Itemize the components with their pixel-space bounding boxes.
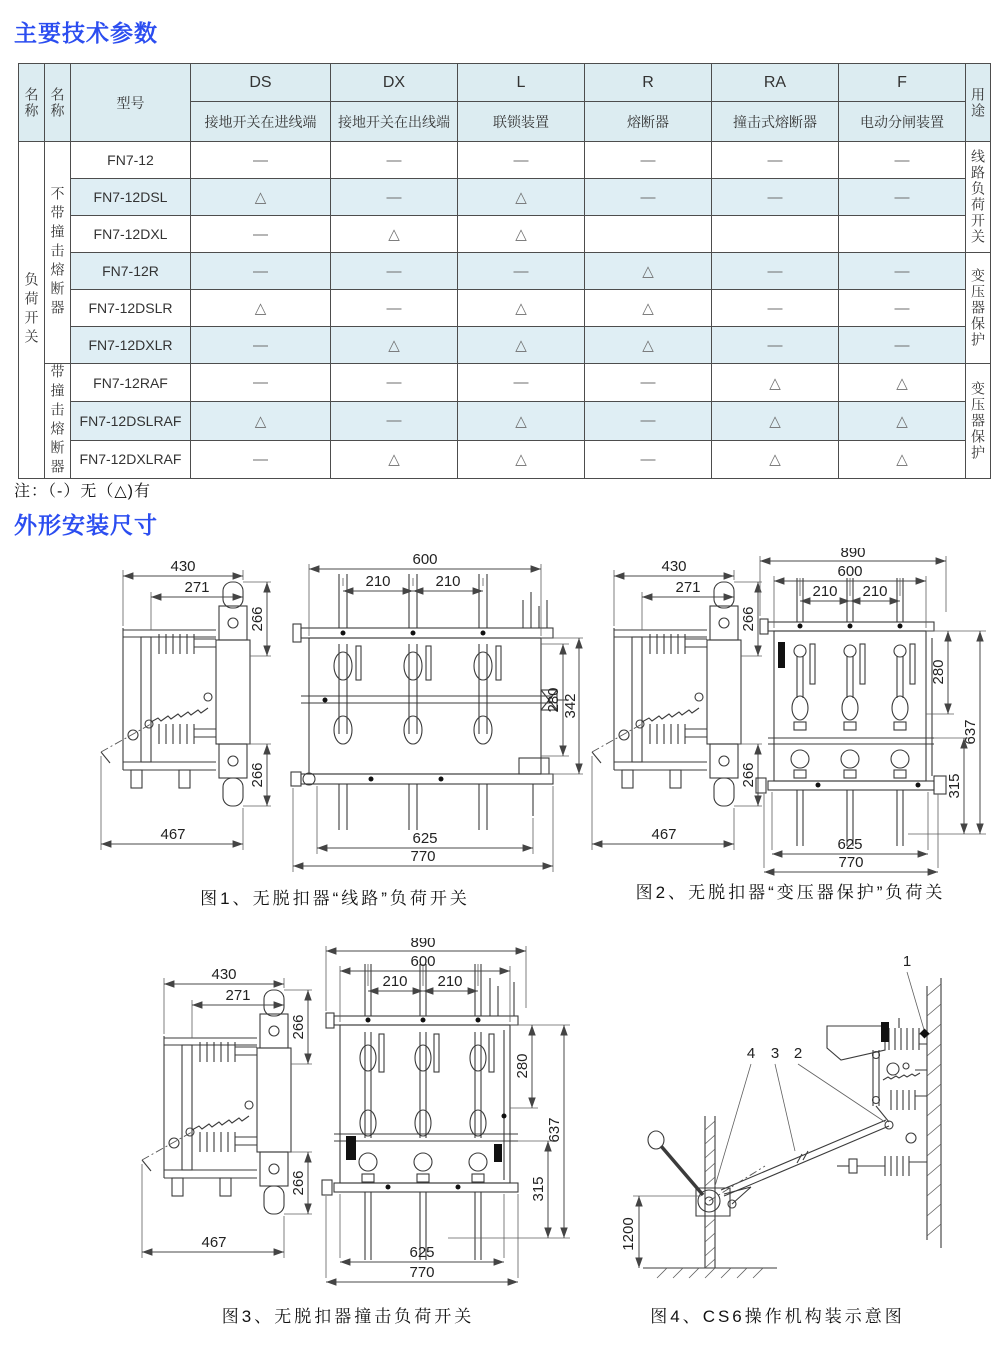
side-view-drawing [592, 558, 762, 850]
category-cell: 负荷开关 [19, 142, 45, 479]
mark-cell: △ [331, 327, 458, 364]
mark-cell: △ [331, 216, 458, 253]
mark-cell: — [712, 253, 839, 290]
mark-cell: — [712, 179, 839, 216]
model-cell: FN7-12DXLR [71, 327, 191, 364]
mark-cell: — [712, 290, 839, 327]
figure-3-drawing [118, 938, 578, 1293]
table-row [19, 327, 991, 364]
mechanism-drawing [643, 978, 941, 1268]
header-desc-l: 联锁装置 [458, 102, 585, 142]
header-code-l: L [458, 64, 585, 102]
header-code-ra: RA [712, 64, 839, 102]
dimension-label: 271 [225, 987, 251, 1004]
table-row [19, 290, 991, 327]
mark-cell: — [839, 253, 966, 290]
mark-cell: △ [191, 179, 331, 216]
dimension-label: 266 [249, 762, 266, 788]
mark-cell: — [585, 179, 712, 216]
dimension-label: 625 [837, 836, 863, 853]
mark-cell: — [585, 402, 712, 440]
dimension-label: 430 [170, 558, 196, 575]
dimension-label: 210 [382, 973, 408, 990]
dimension-label: 271 [184, 579, 210, 596]
dimension-label: 280 [514, 1053, 531, 1079]
mark-cell: △ [331, 440, 458, 478]
figure-2-drawing [588, 548, 993, 878]
latch-black-block [494, 1144, 502, 1162]
mark-cell: — [839, 142, 966, 179]
mark-cell: — [191, 253, 331, 290]
header-desc-ds: 接地开关在进线端 [191, 102, 331, 142]
section-title-dimensions: 外形安装尺寸 [14, 512, 158, 538]
header-code-ds: DS [191, 64, 331, 102]
mark-cell: — [331, 253, 458, 290]
table-row [19, 402, 991, 440]
table-row [19, 179, 991, 216]
mark-cell: △ [585, 253, 712, 290]
dimension-label: 266 [290, 1170, 307, 1196]
header-desc-f: 电动分闸装置 [839, 102, 966, 142]
dimension-label: 770 [838, 854, 864, 871]
mark-cell: — [839, 179, 966, 216]
dimension-label: 430 [211, 966, 237, 983]
mark-cell: — [712, 142, 839, 179]
model-cell: FN7-12DSLRAF [71, 402, 191, 440]
mark-cell: — [191, 142, 331, 179]
mark-cell: △ [712, 364, 839, 402]
model-cell: FN7-12DXLRAF [71, 440, 191, 478]
model-cell: FN7-12RAF [71, 364, 191, 402]
table-row [19, 364, 991, 402]
front-view-drawing [756, 578, 946, 846]
dimension-label: 210 [862, 583, 888, 600]
mark-cell: — [191, 440, 331, 478]
dimension-label: 266 [740, 762, 757, 788]
dimension-label: 210 [812, 583, 838, 600]
mark-cell [712, 216, 839, 253]
mark-cell: — [585, 364, 712, 402]
mark-cell: — [331, 142, 458, 179]
dimension-label: 467 [651, 826, 677, 843]
table-row [19, 253, 991, 290]
striker-black-block [881, 1022, 889, 1042]
side-view-drawing [142, 966, 312, 1258]
mark-cell: — [191, 216, 331, 253]
dimension-label: 430 [661, 558, 687, 575]
dimension-label: 467 [160, 826, 186, 843]
part-label: 2 [793, 1045, 803, 1062]
mark-cell: — [839, 290, 966, 327]
part-label: 3 [770, 1045, 780, 1062]
header-code-r: R [585, 64, 712, 102]
mark-cell: — [458, 364, 585, 402]
model-cell: FN7-12 [71, 142, 191, 179]
dimension-label: 315 [946, 773, 963, 799]
mark-cell: — [585, 440, 712, 478]
dimension-label: 625 [409, 1244, 435, 1261]
mark-cell: — [712, 327, 839, 364]
mark-cell: — [331, 364, 458, 402]
joint-dots [798, 624, 921, 788]
dimension-label: 770 [410, 848, 436, 865]
mark-cell: — [331, 290, 458, 327]
figure-3-caption: 图3、无脱扣器撞击负荷开关 [221, 1307, 475, 1326]
figure-1-drawing [85, 548, 585, 878]
usage2-cell: 变压器保护 [966, 253, 991, 364]
mark-cell: △ [585, 290, 712, 327]
table-row [19, 440, 991, 478]
mark-cell: △ [839, 364, 966, 402]
mark-cell: △ [839, 440, 966, 478]
latch-black-block [346, 1136, 356, 1160]
mark-cell: — [839, 327, 966, 364]
mark-cell: — [191, 364, 331, 402]
fuse-black-block [778, 642, 785, 668]
usage3-cell: 变压器保护 [966, 364, 991, 479]
dimension-label: 315 [530, 1176, 547, 1202]
header-code-dx: DX [331, 64, 458, 102]
dimension-label: 210 [435, 573, 461, 590]
mark-cell: — [458, 253, 585, 290]
mark-cell [839, 216, 966, 253]
dimension-label: 625 [412, 830, 438, 847]
mark-cell: — [458, 142, 585, 179]
dimension-label: 266 [249, 606, 266, 632]
mark-cell: △ [458, 402, 585, 440]
mark-cell: △ [585, 327, 712, 364]
front-view-drawing [291, 574, 569, 830]
mark-cell: — [331, 179, 458, 216]
dimension-label: 890 [840, 548, 866, 561]
parameters-table [18, 63, 991, 479]
model-cell: FN7-12DSLR [71, 290, 191, 327]
dimension-label: 600 [837, 563, 863, 580]
part-label: 1 [902, 953, 912, 970]
header-desc-ra: 撞击式熔断器 [712, 102, 839, 142]
header-usage: 用途 [966, 64, 991, 142]
model-cell: FN7-12DSL [71, 179, 191, 216]
dimension-label: 210 [437, 973, 463, 990]
table-row [19, 216, 991, 253]
header-code-f: F [839, 64, 966, 102]
mark-cell: △ [191, 290, 331, 327]
dimension-label: 210 [365, 573, 391, 590]
mark-cell: △ [458, 440, 585, 478]
group1-cell: 不带撞击熔断器 [45, 142, 71, 364]
mark-cell: — [191, 327, 331, 364]
front-view-drawing [322, 964, 518, 1260]
mark-cell: △ [712, 440, 839, 478]
figure-4-drawing [555, 938, 1000, 1288]
table-header-row [19, 64, 991, 102]
mark-cell: △ [458, 216, 585, 253]
header-desc-r: 熔断器 [585, 102, 712, 142]
joint-dots [366, 1018, 507, 1190]
header-name2: 名称 [45, 64, 71, 142]
mark-cell: — [331, 402, 458, 440]
dimension-label: 770 [409, 1264, 435, 1281]
dimension-label: 266 [740, 606, 757, 632]
mark-cell: △ [191, 402, 331, 440]
page-title: 主要技术参数 [14, 20, 158, 46]
model-cell: FN7-12R [71, 253, 191, 290]
dimension-label: 266 [290, 1014, 307, 1040]
mark-cell [585, 216, 712, 253]
mark-cell: △ [839, 402, 966, 440]
mark-cell: △ [712, 402, 839, 440]
dimension-label: 600 [410, 953, 436, 970]
part-label: 4 [746, 1045, 756, 1062]
mark-cell: △ [458, 327, 585, 364]
dimension-label: 280 [545, 687, 562, 713]
dimension-label: 271 [675, 579, 701, 596]
figure-1-caption: 图1、无脱扣器“线路”负荷开关 [200, 889, 470, 908]
usage1-cell: 线路负荷开关 [966, 142, 991, 253]
table-note: 注：（-）无（△)有 [14, 483, 151, 500]
dimension-label: 280 [930, 659, 947, 685]
group2-cell: 带撞击熔断器 [45, 364, 71, 479]
figure-4-caption: 图4、CS6操作机构装示意图 [650, 1307, 905, 1326]
dimension-label: 890 [410, 938, 436, 951]
dimension-label: 342 [562, 693, 579, 719]
dimension-label: 600 [412, 551, 438, 568]
figure-2-caption: 图2、无脱扣器“变压器保护”负荷关 [635, 883, 946, 902]
table-row [19, 142, 991, 179]
pointer-diamond [920, 1029, 930, 1039]
header-model: 型号 [71, 64, 191, 142]
model-cell: FN7-12DXL [71, 216, 191, 253]
mark-cell: — [585, 142, 712, 179]
dimension-label: 637 [546, 1117, 563, 1143]
header-name1: 名称 [19, 64, 45, 142]
mark-cell: △ [458, 179, 585, 216]
dimension-label: 637 [962, 719, 979, 745]
header-desc-dx: 接地开关在出线端 [331, 102, 458, 142]
mark-cell: △ [458, 290, 585, 327]
dimension-label: 467 [201, 1234, 227, 1251]
dimension-label: 1200 [620, 1217, 637, 1251]
